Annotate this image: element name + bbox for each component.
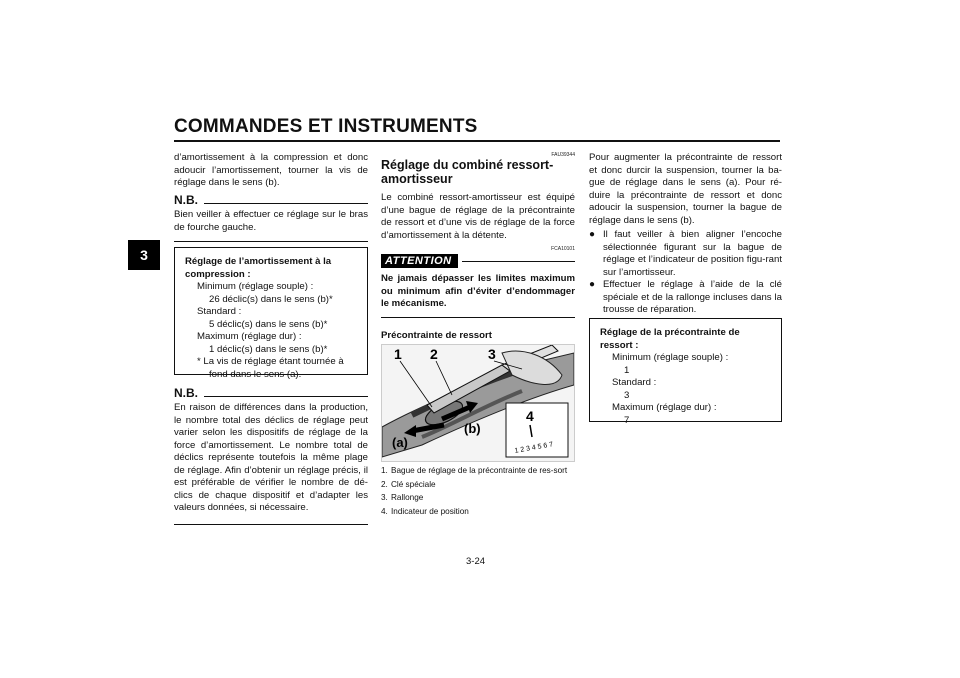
figure-captions	[381, 466, 575, 517]
col3-body: Pour augmenter la précontrainte de ressort et donc durcir la suspension, tourner la ba-gue de réglage dans le sens (a). Pour ré-duire la précontrainte de ressort et donc adoucir la suspension, tourner la bague de réglage dans le sens (b).	[589, 152, 782, 226]
attention-end-rule	[381, 317, 575, 318]
caption-item: 1. Bague de réglage de la précontrainte de res-sort	[381, 466, 568, 475]
caption-item: 2. Clé spéciale	[381, 479, 436, 489]
label-direction-a: (a)	[392, 435, 408, 450]
preload-max-label: Maximum (réglage dur) :	[612, 402, 717, 413]
section-title: Réglage du combiné ressort-amortisseur	[381, 158, 554, 186]
bullet-text: Effectuer le réglage à l’aide de la clé spéciale et de la rallonge incluses dans la trousse de réparation.	[603, 279, 782, 315]
nb2-label: N.B.	[174, 386, 198, 400]
attention-line	[462, 261, 575, 262]
caption-item: 3. Rallonge	[381, 493, 424, 502]
compression-min-label: Minimum (réglage souple) :	[197, 281, 314, 292]
label-1: 1	[394, 346, 402, 362]
nb2-end-rule	[174, 524, 368, 525]
nb2	[174, 386, 368, 525]
nb1-header	[174, 193, 368, 207]
nb2-line	[204, 396, 368, 397]
page-title: COMMANDES ET INSTRUMENTS	[174, 116, 478, 137]
section-code: FAU39344	[551, 152, 575, 158]
col1-intro: d’amortissement à la compression et donc adoucir l’amortissement, tourner la vis de réglage dans le sens (b).	[174, 152, 368, 188]
bullet-item	[589, 279, 782, 317]
nb2-text: En raison de différences dans la production, le nombre total des déclics de réglage peut varier selon les dispositifs de réglage de la force d’amortissement. Le nombre total de déclics représente toutefois la même plage de réglage. Afin d’obtenir un réglage précis, il est préférable de vérifier le nombre de dé-clics de chaque dispositif et d’adapter les valeurs données, si nécessaire.	[174, 402, 368, 513]
caption-item: 4. Indicateur de position	[381, 506, 469, 516]
nb1-line	[204, 203, 368, 204]
compression-box-title: Réglage de l’amortissement à la compression :	[185, 256, 332, 280]
indicator-scale: 1 2 3 4 5 6 7	[514, 441, 554, 455]
attention-header	[381, 254, 575, 268]
bullet-dot: ●	[589, 279, 596, 290]
nb2-header	[174, 386, 368, 400]
nb1-label: N.B.	[174, 193, 198, 207]
preload-std-value: 3	[624, 389, 630, 401]
attention-code: FCA10101	[551, 246, 575, 252]
nb1-text: Bien veiller à effectuer ce réglage sur le bras de fourche gauche.	[174, 209, 368, 233]
preload-box-title: Réglage de la précontrainte de ressort :	[600, 327, 740, 351]
preload-std-label: Standard :	[612, 377, 657, 388]
bullet-dot: ●	[589, 229, 596, 240]
nb1-end-rule	[174, 241, 368, 242]
preload-settings-box	[589, 318, 782, 426]
label-3: 3	[488, 346, 496, 362]
page-number: 3-24	[466, 556, 486, 567]
label-4: 4	[526, 408, 534, 424]
attention-badge: ATTENTION	[381, 254, 458, 268]
compression-max-label: Maximum (réglage dur) :	[197, 331, 302, 342]
compression-min-value: 26 déclic(s) dans le sens (b)*	[209, 293, 333, 305]
preload-min-value: 1	[624, 364, 630, 376]
preload-min-label: Minimum (réglage souple) :	[612, 352, 729, 363]
col3	[589, 152, 782, 317]
nb1	[174, 193, 368, 242]
header-rule	[174, 140, 780, 142]
compression-max-value: 1 déclic(s) dans le sens (b)*	[209, 343, 328, 355]
subsection-heading: Précontrainte de ressort	[381, 329, 492, 341]
section-body: Le combiné ressort-amortisseur est équipé d’une bague de réglage de la précontrainte de ressort et d’une vis de réglage de la force d’amortissement à la détente.	[381, 192, 575, 241]
bullet-text: Il faut veiller à bien aligner l’encoche sélectionnée figurant sur la bague de réglage et l’indicateur de position figu-rant sur l’amortisseur.	[603, 229, 782, 278]
attention-text: Ne jamais dépasser les limites maximum ou minimum afin d’éviter d’endommager le mécanisme.	[381, 273, 575, 309]
compression-std-label: Standard :	[197, 306, 242, 317]
compression-note: * La vis de réglage étant tournée à fond dans le sens (a).	[197, 356, 344, 380]
compression-settings-box	[174, 247, 368, 380]
preload-max-value: 7	[624, 414, 630, 426]
compression-std-value: 5 déclic(s) dans le sens (b)*	[209, 318, 328, 330]
chapter-tab: 3	[128, 240, 160, 270]
label-direction-b: (b)	[464, 421, 481, 436]
col2-section	[381, 152, 575, 342]
spring-preload-figure	[381, 344, 575, 462]
bullet-item	[589, 229, 782, 279]
label-2: 2	[430, 346, 438, 362]
